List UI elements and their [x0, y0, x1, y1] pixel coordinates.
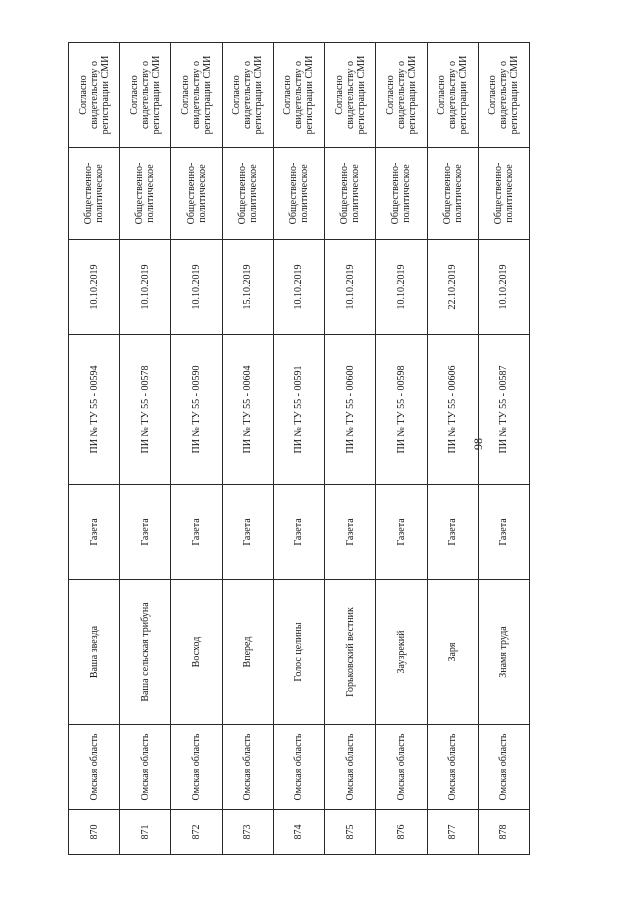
registration-date: 10.10.2019: [171, 240, 222, 335]
row-number: 874: [273, 810, 324, 855]
row-number: 871: [120, 810, 171, 855]
row-number: 873: [222, 810, 273, 855]
basis-cell: Согласно свидетельству о регистрации СМИ: [273, 43, 324, 148]
row-number: 878: [478, 810, 529, 855]
registration-number: ПИ № ТУ 55 - 00600: [325, 335, 376, 485]
basis-cell: Согласно свидетельству о регистрации СМИ: [427, 43, 478, 148]
registration-number: ПИ № ТУ 55 - 00591: [273, 335, 324, 485]
media-type: Газета: [273, 485, 324, 580]
registration-date: 10.10.2019: [376, 240, 427, 335]
region-cell: Омская область: [478, 725, 529, 810]
region-cell: Омская область: [427, 725, 478, 810]
table-row: [478, 43, 529, 855]
region-cell: Омская область: [171, 725, 222, 810]
basis-cell: Согласно свидетельству о регистрации СМИ: [478, 43, 529, 148]
category-cell: Общественно-политическое: [222, 148, 273, 240]
media-registry-table: [68, 42, 530, 855]
table-row: [69, 43, 120, 855]
media-type: Газета: [120, 485, 171, 580]
category-cell: Общественно-политическое: [325, 148, 376, 240]
registration-number: ПИ № ТУ 55 - 00590: [171, 335, 222, 485]
table-row: [427, 43, 478, 855]
basis-cell: Согласно свидетельству о регистрации СМИ: [376, 43, 427, 148]
media-type: Газета: [222, 485, 273, 580]
category-cell: Общественно-политическое: [171, 148, 222, 240]
basis-cell: Согласно свидетельству о регистрации СМИ: [171, 43, 222, 148]
publication-title: Ваша сельская трибуна: [120, 580, 171, 725]
registration-date: 10.10.2019: [69, 240, 120, 335]
table-row: [273, 43, 324, 855]
region-cell: Омская область: [273, 725, 324, 810]
registration-number: ПИ № ТУ 55 - 00587: [478, 335, 529, 485]
row-number: 875: [325, 810, 376, 855]
publication-title: Знамя труда: [478, 580, 529, 725]
registration-number: ПИ № ТУ 55 - 00604: [222, 335, 273, 485]
registration-date: 10.10.2019: [120, 240, 171, 335]
row-number: 876: [376, 810, 427, 855]
publication-title: Голос целины: [273, 580, 324, 725]
table-row: [376, 43, 427, 855]
page-number: 98: [471, 438, 485, 450]
publication-title: Вперед: [222, 580, 273, 725]
region-cell: Омская область: [376, 725, 427, 810]
registration-date: 15.10.2019: [222, 240, 273, 335]
registration-date: 10.10.2019: [478, 240, 529, 335]
category-cell: Общественно-политическое: [69, 148, 120, 240]
basis-cell: Согласно свидетельству о регистрации СМИ: [69, 43, 120, 148]
publication-title: Горьковский вестник: [325, 580, 376, 725]
registration-date: 10.10.2019: [273, 240, 324, 335]
media-type: Газета: [171, 485, 222, 580]
media-type: Газета: [478, 485, 529, 580]
publication-title: Ваша звезда: [69, 580, 120, 725]
region-cell: Омская область: [222, 725, 273, 810]
row-number: 877: [427, 810, 478, 855]
media-type: Газета: [427, 485, 478, 580]
category-cell: Общественно-политическое: [427, 148, 478, 240]
publication-title: Восход: [171, 580, 222, 725]
basis-cell: Согласно свидетельству о регистрации СМИ: [325, 43, 376, 148]
publication-title: Заря: [427, 580, 478, 725]
registration-number: ПИ № ТУ 55 - 00598: [376, 335, 427, 485]
rotated-table-container: [68, 43, 530, 855]
category-cell: Общественно-политическое: [273, 148, 324, 240]
registration-date: 10.10.2019: [325, 240, 376, 335]
registration-number: ПИ № ТУ 55 - 00594: [69, 335, 120, 485]
media-type: Газета: [376, 485, 427, 580]
registration-number: ПИ № ТУ 55 - 00578: [120, 335, 171, 485]
table-row: [120, 43, 171, 855]
media-type: Газета: [69, 485, 120, 580]
row-number: 872: [171, 810, 222, 855]
region-cell: Омская область: [120, 725, 171, 810]
basis-cell: Согласно свидетельству о регистрации СМИ: [222, 43, 273, 148]
media-type: Газета: [325, 485, 376, 580]
table-row: [171, 43, 222, 855]
row-number: 870: [69, 810, 120, 855]
publication-title: Заузрекий: [376, 580, 427, 725]
category-cell: Общественно-политическое: [376, 148, 427, 240]
category-cell: Общественно-политическое: [120, 148, 171, 240]
registration-date: 22.10.2019: [427, 240, 478, 335]
basis-cell: Согласно свидетельству о регистрации СМИ: [120, 43, 171, 148]
region-cell: Омская область: [69, 725, 120, 810]
region-cell: Омская область: [325, 725, 376, 810]
registration-number: ПИ № ТУ 55 - 00606: [427, 335, 478, 485]
table-row: [222, 43, 273, 855]
table-row: [325, 43, 376, 855]
category-cell: Общественно-политическое: [478, 148, 529, 240]
